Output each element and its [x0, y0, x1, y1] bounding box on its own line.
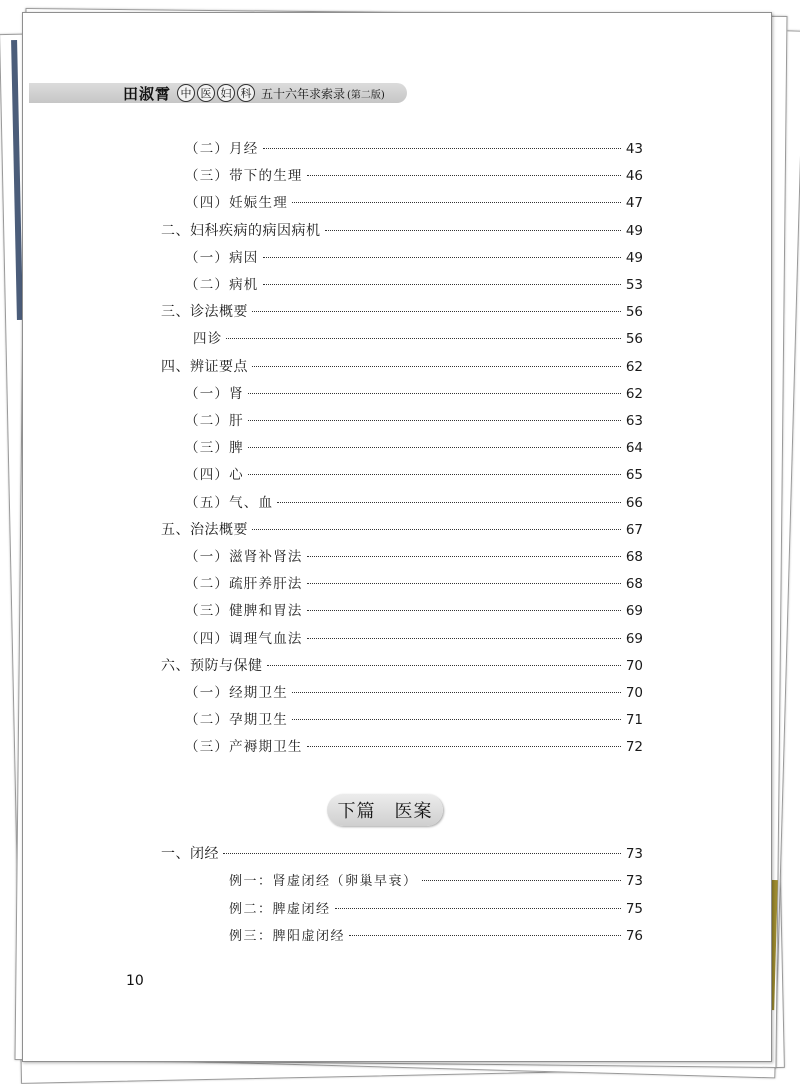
leader-dots	[307, 610, 621, 611]
toc-entry-page: 56	[625, 304, 643, 321]
toc-entry-page: 46	[625, 168, 643, 185]
toc-entry-label: 四、辨证要点	[161, 358, 248, 375]
toc-entry	[185, 275, 643, 295]
toc-entry	[161, 302, 643, 322]
leader-dots	[307, 583, 621, 584]
toc-entry-label: （二）疏肝养肝法	[185, 576, 303, 593]
toc-entry-label: （二）肝	[185, 413, 244, 429]
toc-entry-label: （三）带下的生理	[185, 168, 303, 185]
toc-entry-page: 64	[625, 440, 643, 457]
toc-entry	[185, 601, 643, 621]
toc-entry	[185, 574, 643, 594]
toc-entry-page: 47	[625, 195, 643, 212]
leader-dots	[335, 908, 621, 909]
toc-entry-page: 70	[625, 657, 643, 674]
leader-dots	[307, 638, 621, 639]
toc-entry	[161, 357, 643, 377]
toc-entry-label: 六、预防与保健	[161, 657, 263, 674]
toc-entry-page: 75	[625, 900, 643, 917]
header-edition: (第二版)	[347, 89, 385, 101]
toc-entry	[229, 926, 643, 946]
section-title: 下篇 医案	[327, 794, 443, 826]
header-circled-char: 科	[237, 84, 255, 102]
toc-entry-label: （四）心	[185, 467, 244, 484]
toc-entry-page: 76	[625, 928, 643, 945]
toc-entry-page: 73	[625, 873, 643, 890]
toc-entry-label: （三）健脾和胃法	[185, 603, 303, 620]
leader-dots	[252, 311, 621, 312]
toc-entry-label: （二）月经	[185, 141, 259, 157]
toc-entry	[185, 465, 643, 485]
toc-entry-page: 56	[625, 331, 643, 348]
header-circled-char: 妇	[217, 84, 235, 102]
header-brand: 田淑霄	[123, 84, 172, 103]
leader-dots	[349, 935, 621, 936]
toc-entry-label: 例三：脾阳虚闭经	[229, 929, 346, 945]
leader-dots	[263, 284, 622, 285]
toc-entry	[185, 683, 643, 703]
toc-entry	[229, 871, 643, 891]
leader-dots	[223, 853, 621, 854]
leader-dots	[292, 692, 621, 693]
toc-entry-label: 五、治法概要	[161, 521, 248, 538]
toc-entry-page: 68	[625, 576, 643, 593]
toc-entry-page: 53	[625, 277, 643, 293]
leader-dots	[307, 746, 621, 747]
leader-dots	[263, 148, 622, 149]
toc-entry-page: 63	[625, 413, 643, 429]
toc-entry	[185, 248, 643, 268]
toc-entry-label: 例二：脾虚闭经	[229, 901, 331, 917]
toc-entry-page: 43	[625, 141, 643, 157]
toc-entry	[193, 329, 643, 349]
leader-dots	[248, 474, 621, 475]
toc-entry-label: （五）气、血	[185, 494, 274, 511]
toc-entry-label: （一）肾	[185, 385, 244, 402]
toc-entry-label: 三、诊法概要	[161, 304, 248, 321]
leader-dots	[307, 175, 621, 176]
toc-entry-page: 67	[625, 521, 643, 538]
leader-dots	[325, 230, 622, 231]
leader-dots	[307, 556, 621, 557]
toc-entry-label: （三）产褥期卫生	[185, 739, 303, 756]
toc-entry-label: （三）脾	[185, 440, 244, 457]
toc-entry	[161, 656, 643, 676]
leader-dots	[252, 529, 621, 530]
toc-entry-label: 四诊	[193, 331, 223, 348]
leader-dots	[292, 719, 621, 720]
table-of-contents	[23, 13, 771, 1061]
toc-entry-label: （一）滋肾补肾法	[185, 549, 303, 565]
toc-entry	[185, 737, 643, 757]
leader-dots	[267, 665, 622, 666]
header-circled-char: 中	[177, 84, 195, 102]
toc-entry	[185, 411, 643, 431]
leader-dots	[292, 202, 621, 203]
toc-entry-page: 73	[625, 846, 643, 862]
toc-entry-label: 二、妇科疾病的病因病机	[161, 222, 321, 239]
toc-entry	[185, 547, 643, 567]
toc-entry	[161, 221, 643, 241]
leader-dots	[248, 420, 621, 421]
toc-entry-page: 65	[625, 467, 643, 484]
toc-entry-page: 71	[625, 712, 643, 729]
toc-entry	[185, 629, 643, 649]
toc-entry	[185, 166, 643, 186]
page-number: 10	[126, 973, 144, 989]
toc-entry-label: （四）调理气血法	[185, 630, 303, 647]
toc-entry	[161, 844, 643, 864]
toc-entry-label: （一）经期卫生	[185, 685, 288, 701]
toc-entry	[185, 438, 643, 458]
header-circled-char: 医	[197, 84, 215, 102]
leader-dots	[248, 393, 621, 394]
toc-entry-page: 62	[625, 358, 643, 375]
toc-entry-label: 一、闭经	[161, 846, 219, 862]
toc-entry	[185, 139, 643, 159]
leader-dots	[263, 257, 622, 258]
toc-entry-page: 66	[625, 494, 643, 511]
toc-entry-page: 49	[625, 222, 643, 239]
leader-dots	[422, 880, 621, 881]
toc-entry-label: （二）病机	[185, 277, 259, 293]
toc-entry	[185, 493, 643, 513]
toc-entry-page: 68	[625, 549, 643, 565]
toc-entry-page: 62	[625, 385, 643, 402]
toc-entry-page: 49	[625, 249, 643, 266]
toc-entry	[185, 193, 643, 213]
toc-entry	[229, 899, 643, 919]
toc-entry-page: 69	[625, 630, 643, 647]
toc-entry	[185, 384, 643, 404]
toc-page	[22, 12, 772, 1062]
toc-entry-page: 69	[625, 603, 643, 620]
toc-entry-label: 例一：肾虚闭经（卵巢早衰）	[229, 874, 418, 890]
leader-dots	[248, 447, 621, 448]
header-title: 五十六年求索录	[261, 86, 346, 101]
toc-entry-page: 72	[625, 739, 643, 756]
leader-dots	[226, 338, 621, 339]
toc-entry-label: （二）孕期卫生	[185, 712, 288, 729]
toc-entry-page: 70	[625, 685, 643, 701]
toc-entry	[185, 710, 643, 730]
leader-dots	[252, 366, 621, 367]
toc-entry	[161, 520, 643, 540]
toc-entry-label: （一）病因	[185, 249, 259, 266]
leader-dots	[277, 502, 621, 503]
toc-entry-label: （四）妊娠生理	[185, 195, 288, 212]
